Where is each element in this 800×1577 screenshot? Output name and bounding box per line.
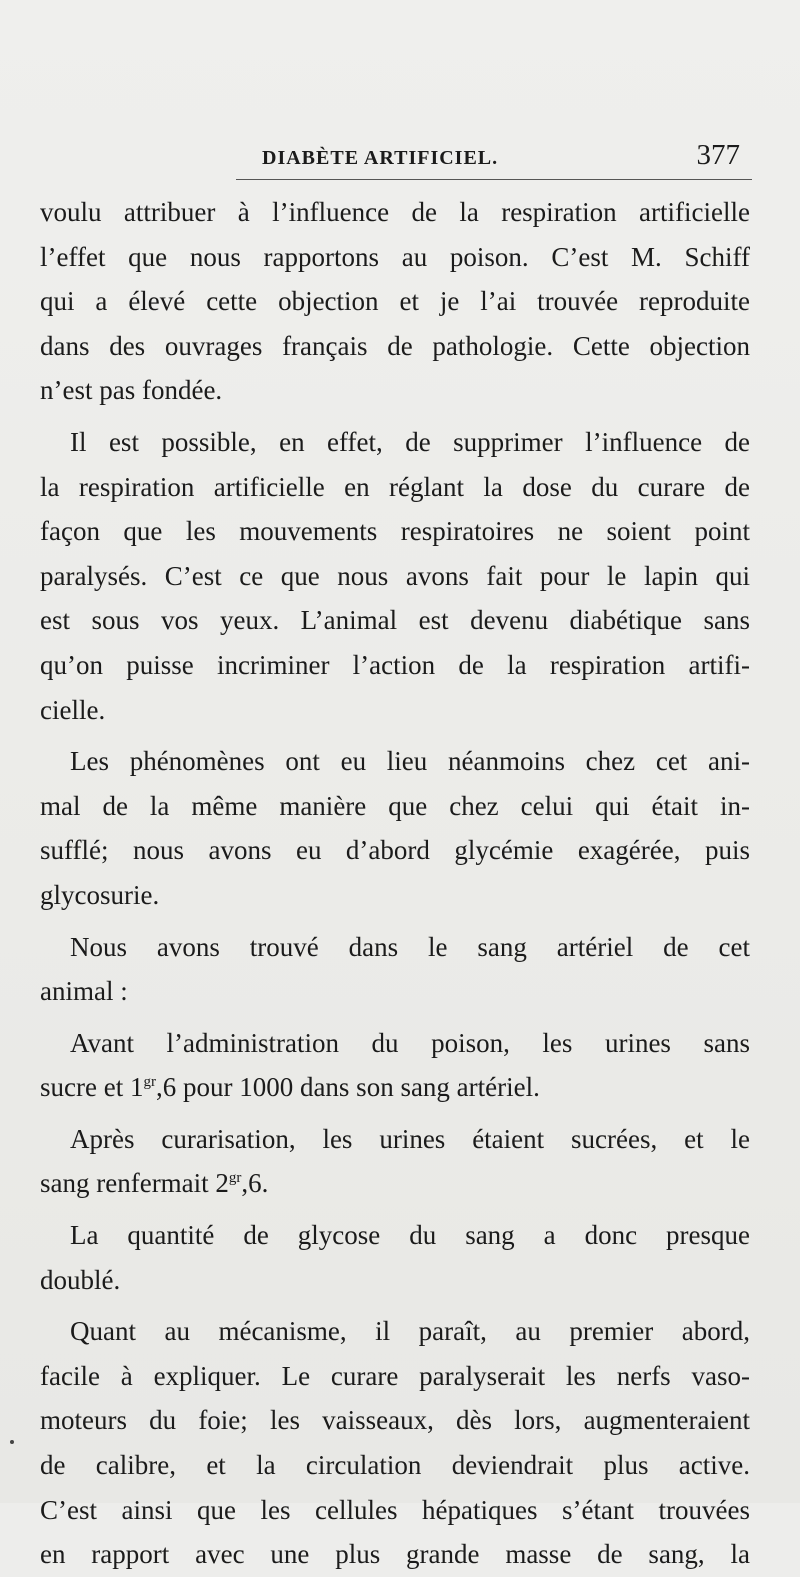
text-line: voulu attribuer à l’influence de la respiration artificielle — [40, 197, 750, 227]
text-line: doublé. — [40, 1264, 121, 1295]
text-line: en rapport avec une plus grande masse de sang, la — [40, 1539, 750, 1570]
text-line: de calibre, et la circulation deviendrait plus active. — [40, 1450, 750, 1481]
unit-superscript: gr — [228, 1170, 242, 1187]
paragraph-1 — [40, 190, 750, 413]
text-line: facile à expliquer. Le curare paralyserait les nerfs vaso- — [40, 1360, 750, 1391]
text-line: moteurs du foie; les vaisseaux, dès lors, augmenteraient — [40, 1405, 750, 1436]
text-line: Il est possible, en effet, de supprimer l’influence de — [70, 426, 750, 457]
body-text — [40, 190, 750, 1577]
paragraph-8 — [40, 1309, 750, 1577]
paragraph-5 — [40, 1021, 750, 1110]
text-line: glycosurie. — [40, 879, 160, 910]
page-header — [40, 139, 752, 183]
text-line: Nous avons trouvé dans le sang artériel de cet — [70, 931, 750, 962]
text-line: qui a élevé cette objection et je l’ai trouvée reproduite — [40, 286, 750, 317]
header-rule — [236, 179, 752, 180]
text-line: la respiration artificielle en réglant la dose du curare de — [40, 471, 750, 502]
text-line: cielle. — [40, 694, 106, 725]
paragraph-2 — [40, 420, 750, 732]
text-line: Les phénomènes ont eu lieu néanmoins chez cet ani- — [70, 746, 750, 777]
text-line: façon que les mouvements respiratoires ne soient point — [40, 516, 750, 547]
text-segment: ,6. — [241, 1168, 269, 1199]
text-line: n’est pas fondée. — [40, 375, 223, 406]
text-line: dans des ouvrages français de pathologie. Cette objection — [40, 330, 750, 361]
text-line: Avant l’administration du poison, les urines sans — [70, 1027, 750, 1058]
text-line: C’est ainsi que les cellules hépatiques s’étant trouvées — [40, 1494, 750, 1525]
paragraph-6 — [40, 1117, 750, 1206]
paragraph-7 — [40, 1213, 750, 1302]
text-segment: sang renfermait 2 — [40, 1168, 229, 1199]
text-line: Quant au mécanisme, il paraît, au premier abord, — [70, 1316, 750, 1347]
text-segment: ,6 pour 1000 dans son sang artériel. — [155, 1072, 540, 1103]
text-line: est sous vos yeux. L’animal est devenu diabétique sans — [40, 605, 750, 636]
paragraph-4 — [40, 925, 750, 1014]
text-line: l’effet que nous rapportons au poison. C’est M. Schiff — [40, 241, 750, 272]
text-line: paralysés. C’est ce que nous avons fait pour le lapin qui — [40, 560, 750, 591]
text-line: mal de la même manière que chez celui qui était in- — [40, 790, 750, 821]
unit-superscript: gr — [143, 1074, 156, 1091]
page-number: 377 — [696, 139, 740, 171]
text-line: animal : — [40, 976, 128, 1007]
paragraph-3 — [40, 739, 750, 917]
text-line: Après curarisation, les urines étaient sucrées, et le — [70, 1123, 750, 1154]
text-line: La quantité de glycose du sang a donc presque — [70, 1220, 750, 1251]
text-line — [40, 1161, 750, 1206]
running-title: DIABÈTE ARTIFICIEL. — [262, 147, 499, 169]
text-segment: sucre et 1 — [40, 1072, 144, 1103]
text-line — [40, 1065, 750, 1110]
text-line: sufflé; nous avons eu d’abord glycémie exagérée, puis — [40, 835, 750, 866]
text-line: qu’on puisse incriminer l’action de la respiration artifi- — [40, 649, 750, 680]
margin-speck — [10, 1440, 14, 1444]
